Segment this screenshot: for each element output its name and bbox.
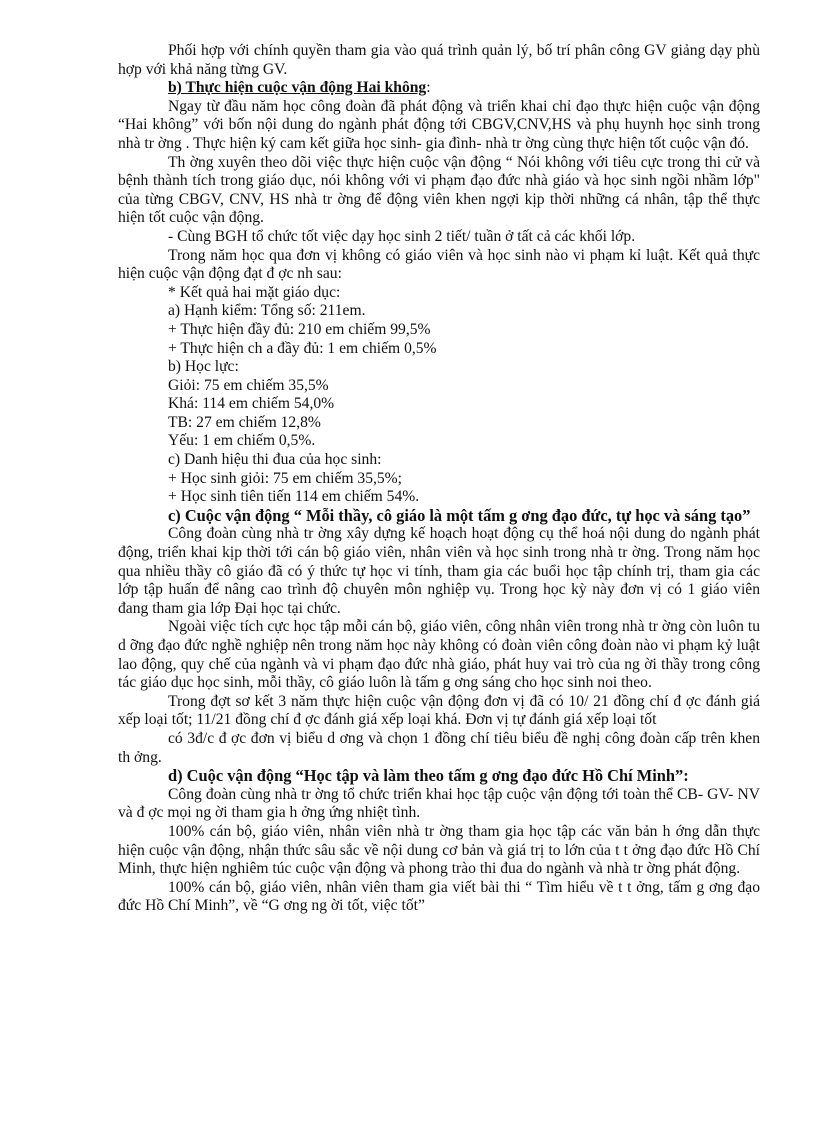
heading-b xyxy=(118,79,760,98)
paragraph-hai-khong: Ngay từ đầu năm học công đoàn đã phát động và triển khai chỉ đạo thực hiện cuộc vận động “Hai không” với bốn nội dung do ngành phát động tới CBGV,CNV,HS và phụ huynh học sinh trong nhà tr ờng . Thực hiện ký cam kết giữa học sinh- gia đình- nhà tr ờng cùng thực hiện tốt cuộc vận đó. xyxy=(118,97,760,152)
paragraph-coordination: Phối hợp với chính quyền tham gia vào quá trình quản lý, bố trí phân công GV giảng dạy phù hợp với khả năng từng GV. xyxy=(118,42,760,78)
heading-d: d) Cuộc vận động “Học tập và làm theo tấm g ơng đạo đức Hồ Chí Minh”: xyxy=(168,766,689,786)
result-line: Giỏi: 75 em chiếm 35,5% xyxy=(168,376,329,394)
paragraph-monitoring: Th ờng xuyên theo dõi việc thực hiện cuộc vận động “ Nói không với tiêu cực trong thi cử và bệnh thành tích trong giáo dục, nói không với vi phạm đạo đức nhà giáo và học sinh ngồi nhầm lớp" của từng CBGV, CNV, HS nhà tr ờng để động viên khen ngợi kịp thời những cá nhân, tập thể thực hiện tốt cuộc vận động. xyxy=(118,153,760,227)
result-line: b) Học lực: xyxy=(168,358,239,376)
heading-c-text: Cuộc vận động “ Mỗi thầy, cô giáo là một tấm g ơng đạo đức, tự học và sáng tạo” xyxy=(184,505,751,525)
result-line: + Thực hiện đầy đủ: 210 em chiếm 99,5% xyxy=(168,320,431,338)
result-line: Yếu: 1 em chiếm 0,5%. xyxy=(168,432,316,450)
result-line: TB: 27 em chiếm 12,8% xyxy=(168,413,321,431)
result-line: Khá: 114 em chiếm 54,0% xyxy=(168,395,335,413)
heading-c xyxy=(118,507,760,526)
paragraph-commendation: có 3đ/c đ ợc đơn vị biểu d ơng và chọn 1 đồng chí tiêu biểu đề nghị công đoàn cấp trên khen th ởng. xyxy=(118,729,760,766)
paragraph-bgh: - Cùng BGH tổ chức tốt việc dạy học sinh 2 tiết/ tuần ở tất cả các khối lớp. xyxy=(168,227,636,245)
paragraph-hcm-deploy: Công đoàn cùng nhà tr ờng tổ chức triển khai học tập cuộc vận động tới toàn thể CB- GV- NV và đ ợc mọi ng ời tham gia h ởng ứng nhiệt tình. xyxy=(118,785,760,822)
heading-b-colon: : xyxy=(426,79,431,97)
paragraph-hcm-study: 100% cán bộ, giáo viên, nhân viên nhà tr ờng tham gia học tập các văn bản h ớng dẫn thực hiện cuộc vận động, nhận thức sâu sắc về nội dung cơ bản và giá trị to lớn của t t ởng đạo đức Hồ Chí Minh, thực hiện nghiêm túc cuộc vận động và phong trào thi đua do ngành và nhà tr ờng phát động. xyxy=(118,822,760,878)
paragraph-ethics: Ngoài việc tích cực học tập mỗi cán bộ, giáo viên, công nhân viên trong nhà tr ờng còn luôn tu d ỡng đạo đức nghề nghiệp nên trong năm học này không có đoàn viên công đoàn nào vi phạm kỷ luật lao động, quy chế của ngành và vi phạm đạo đức nhà giáo, phát huy vai trò của ng ời thầy trong công tác giáo dục học sinh, mỗi thầy, cô giáo luôn là tấm g ơng sáng cho học sinh noi theo. xyxy=(118,618,760,692)
paragraph-hcm-essay: 100% cán bộ, giáo viên, nhân viên tham gia viết bài thi “ Tìm hiểu về t t ởng, tấm g ơng đạo đức Hồ Chí Minh”, về “G ơng ng ời tốt, việc tốt” xyxy=(118,878,760,915)
heading-b-text: b) Thực hiện cuộc vận động Hai không xyxy=(168,79,427,97)
paragraph-plan: Công đoàn cùng nhà tr ờng xây dựng kế hoạch hoạt động cụ thể hoá nội dung do ngành phát động, triển khai kịp thời tới cán bộ giáo viên, nhân viên và học sinh trong nhà tr ờng. Trong năm học qua nhiều thầy cô giáo đã có ý thức tự học vi tính, tham gia các buổi học tập chính trị, tham gia các lớp tập huấn để nâng cao trình độ chuyên môn nghiệp vụ. Trong học kỳ này đơn vị có 1 giáo viên đang tham gia lớp Đại học tại chức. xyxy=(118,525,760,617)
result-line: + Học sinh giỏi: 75 em chiếm 35,5%; xyxy=(168,469,403,487)
document-page xyxy=(118,42,760,916)
result-line: a) Hạnh kiểm: Tổng số: 211em. xyxy=(168,302,366,320)
result-line: + Học sinh tiên tiến 114 em chiếm 54%. xyxy=(168,488,420,506)
paragraph-review: Trong đợt sơ kết 3 năm thực hiện cuộc vận động đơn vị đã có 10/ 21 đồng chí đ ợc đánh giá xếp loại tốt; 11/21 đồng chí đ ợc đánh giá xếp loại khá. Đơn vị tự đánh giá xếp loại tốt xyxy=(118,692,760,729)
result-line: c) Danh hiệu thi đua của học sinh: xyxy=(168,451,382,469)
result-line: * Kết quả hai mặt giáo dục: xyxy=(168,283,341,301)
result-line: + Thực hiện ch a đầy đủ: 1 em chiếm 0,5% xyxy=(168,339,437,357)
heading-c-prefix: c) xyxy=(168,505,185,525)
paragraph-results-intro: Trong năm học qua đơn vị không có giáo viên và học sinh nào vi phạm kỉ luật. Kết quả thực hiện cuộc vận động đạt đ ợc nh sau: xyxy=(118,246,760,283)
